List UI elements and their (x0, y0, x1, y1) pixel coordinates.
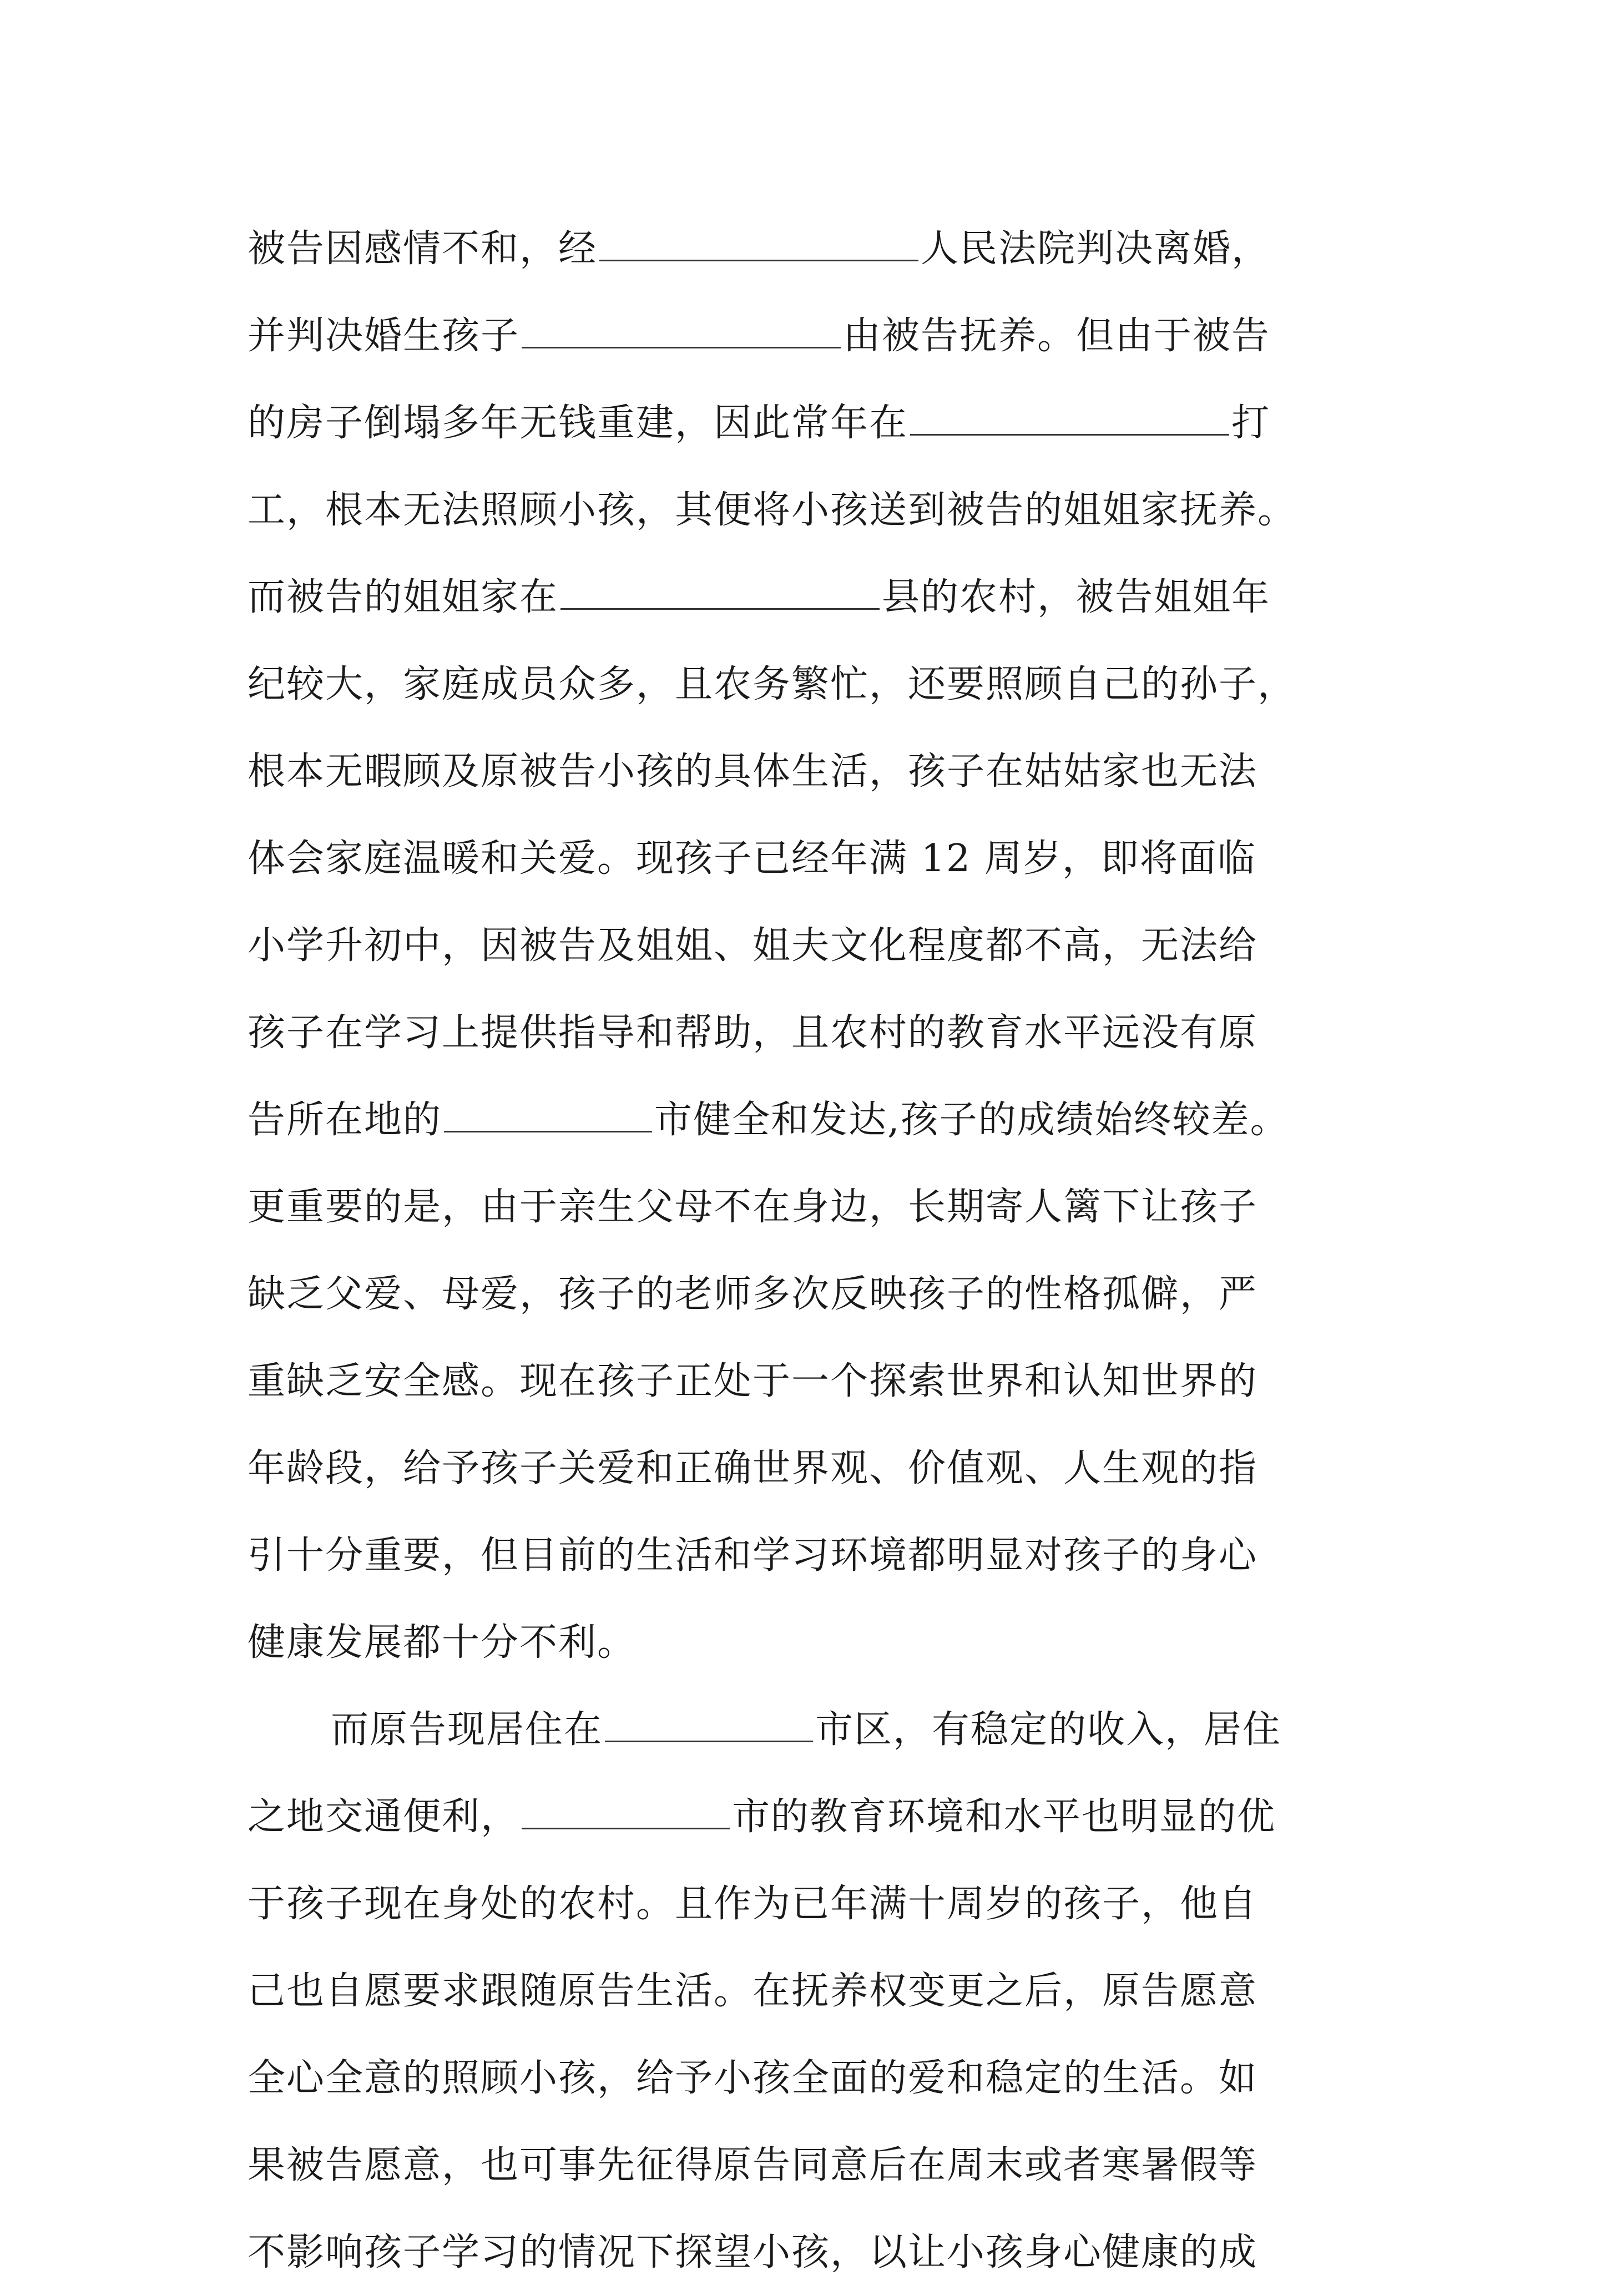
text-line: 根本无暇顾及原被告小孩的具体生活，孩子在姑姑家也无法 (248, 750, 1258, 793)
text-line: 而原告现居住在 市区，有稳定的收入，居住 (331, 1708, 1282, 1752)
text-line: 而被告的姐姐家在 县的农村，被告姐姐年 (248, 575, 1271, 619)
fill-in-blank (522, 315, 841, 348)
text-line: 工，根本无法照顾小孩，其便将小孩送到被告的姐姐家抚养。 (248, 488, 1297, 532)
paragraph-2 (248, 1686, 1380, 2296)
fill-in-blank (522, 1796, 730, 1829)
text-line: 于孩子现在身处的农村。且作为已年满十周岁的孩子，他自 (248, 1882, 1258, 1926)
text-line: 全心全意的照顾小孩，给予小孩全面的爱和稳定的生活。如 (248, 2056, 1258, 2100)
text-line: 健康发展都十分不利。 (248, 1621, 637, 1665)
text-line: 小学升初中，因被告及姐姐、姐夫文化程度都不高，无法给 (248, 924, 1258, 968)
text-line: 的房子倒塌多年无钱重建，因此常年在 打 (248, 401, 1271, 445)
text-line: 己也自愿要求跟随原告生活。在抚养权变更之后，原告愿意 (248, 1969, 1258, 2013)
text-line: 纪较大，家庭成员众多，且农务繁忙，还要照顾自己的孙子， (248, 662, 1297, 706)
fill-in-blank (599, 227, 918, 261)
body-text (248, 205, 1380, 2296)
text-line: 果被告愿意，也可事先征得原告同意后在周末或者寒暑假等 (248, 2143, 1258, 2187)
text-line: 之地交通便利， 市的教育环境和水平也明显的优 (248, 1795, 1276, 1839)
text-line: 不影响孩子学习的情况下探望小孩，以让小孩身心健康的成 (248, 2231, 1258, 2274)
fill-in-blank (910, 402, 1229, 436)
text-line: 更重要的是，由于亲生父母不在身边，长期寄人篱下让孩子 (248, 1185, 1258, 1229)
text-line: 缺乏父爱、母爱，孩子的老师多次反映孩子的性格孤僻，严 (248, 1272, 1258, 1316)
text-line: 年龄段，给予孩子关爱和正确世界观、价值观、人生观的指 (248, 1447, 1258, 1490)
text-line: 重缺乏安全感。现在孩子正处于一个探索世界和认知世界的 (248, 1359, 1258, 1403)
fill-in-blank (605, 1708, 813, 1742)
text-line: 引十分重要，但目前的生活和学习环境都明显对孩子的身心 (248, 1534, 1258, 1577)
text-line: 告所在地的 市健全和发达,孩子的成绩始终较差。 (248, 1098, 1289, 1142)
text-line: 被告因感情不和，经 人民法院判决离婚， (248, 227, 1271, 271)
fill-in-blank (444, 1099, 652, 1132)
fill-in-blank (560, 576, 880, 610)
text-line: 体会家庭温暖和关爱。现孩子已经年满 12 周岁，即将面临 (248, 837, 1256, 881)
text-line: 孩子在学习上提供指导和帮助，且农村的教育水平远没有原 (248, 1011, 1258, 1055)
text-line: 并判决婚生孩子 由被告抚养。但由于被告 (248, 314, 1271, 358)
paragraph-1 (248, 205, 1380, 1686)
